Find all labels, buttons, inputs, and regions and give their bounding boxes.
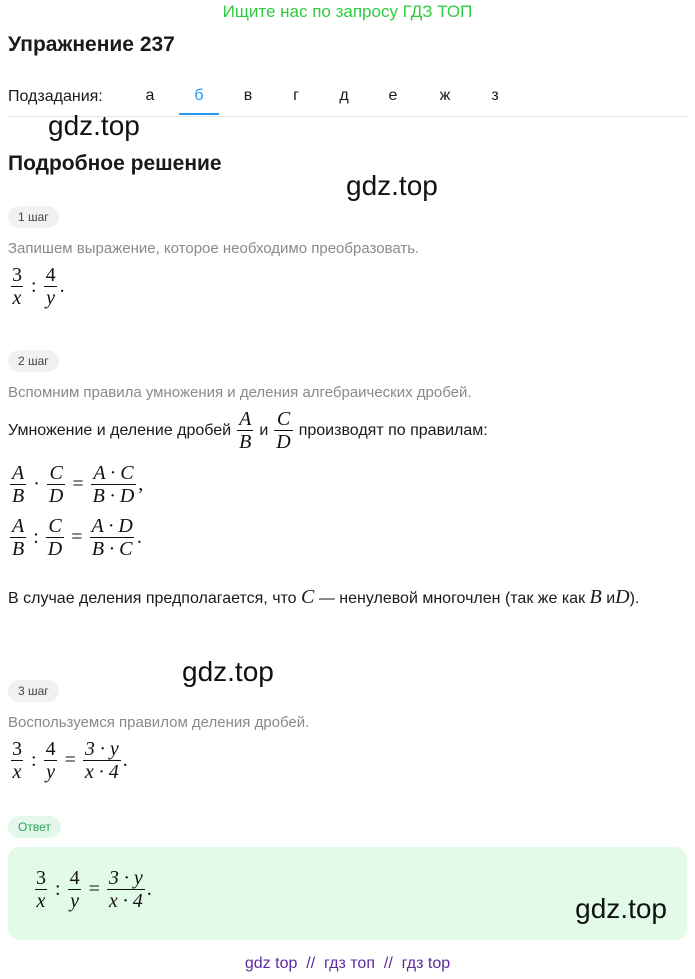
step-badge: 1 шаг [8, 206, 59, 228]
numerator: 4 [45, 738, 56, 760]
step-description: Вспомним правила умножения и деления алгебраических дробей. [8, 384, 472, 401]
division-sign: : [55, 878, 61, 900]
footer-links[interactable]: gdz top // гдз топ // гдз top [244, 955, 451, 972]
variable: C [301, 586, 315, 608]
numerator: A · C [93, 462, 134, 484]
numerator: C [276, 408, 291, 430]
denominator: x · 4 [84, 761, 119, 783]
solution-heading: Подробное решение [8, 152, 222, 175]
step-description: Воспользуемся правилом деления дробей. [8, 714, 310, 731]
division-note [8, 580, 692, 616]
top-banner[interactable]: Ищите нас по запросу ГДЗ ТОП [222, 2, 473, 21]
variable: D [615, 586, 630, 608]
page-title: Упражнение 237 [8, 33, 175, 56]
step-badge: 2 шаг [8, 350, 59, 372]
denominator: x [12, 287, 22, 309]
numerator: A [12, 462, 25, 484]
note-text: и [606, 590, 616, 607]
denominator: y [70, 890, 79, 912]
denominator: x [12, 761, 22, 783]
denominator: B · D [92, 485, 135, 507]
punctuation: , [138, 473, 144, 495]
denominator: y [46, 287, 55, 309]
numerator: C [49, 462, 63, 484]
numerator: A [239, 408, 252, 430]
punctuation: . [59, 275, 65, 297]
denominator: D [47, 538, 63, 560]
tab-zh[interactable]: ж [439, 87, 451, 104]
tab-a[interactable]: а [145, 87, 155, 104]
numerator: 4 [45, 264, 56, 286]
tab-d[interactable]: д [339, 87, 349, 104]
numerator: 3 · y [84, 738, 119, 760]
denominator: y [46, 761, 55, 783]
denominator: B [239, 431, 252, 453]
step-badge: 3 шаг [8, 680, 59, 702]
subtasks-label: Подзадания: [8, 88, 103, 105]
note-text: — ненулевой многочлен (так же как [318, 590, 586, 607]
denominator: D [48, 485, 64, 507]
tab-e[interactable]: е [388, 87, 398, 104]
answer-badge: Ответ [8, 816, 61, 838]
tab-v[interactable]: в [243, 87, 253, 104]
denominator: B [12, 485, 25, 507]
numerator: 3 [36, 867, 46, 889]
answer-box [8, 847, 687, 940]
numerator: 3 [12, 738, 22, 760]
numerator: C [48, 515, 62, 537]
numerator: A · D [91, 515, 133, 537]
numerator: 4 [69, 867, 80, 889]
denominator: B · C [91, 538, 133, 560]
watermark: gdz.top [575, 893, 667, 924]
watermark: gdz.top [182, 656, 274, 687]
variable: B [589, 586, 602, 608]
numerator: 3 [12, 264, 22, 286]
rule-text: и [259, 421, 269, 439]
watermark: gdz.top [346, 170, 438, 201]
rule-text: Умножение и деление дробей [8, 421, 232, 439]
rule-intro [8, 408, 488, 453]
step-description: Запишем выражение, которое необходимо преобразовать. [8, 240, 420, 257]
denominator: x [36, 890, 46, 912]
punctuation: . [122, 749, 128, 771]
denominator: D [276, 431, 291, 453]
note-text: В случае деления предполагается, что [8, 590, 297, 607]
division-rule: $\frac{A}{B}$ : $\frac{C}{D}$ = $\frac{A \cdot D}{B \cdot C}$ . [12, 515, 142, 560]
numerator: A [12, 515, 25, 537]
punctuation: . [146, 878, 152, 900]
multiplication-rule: $\frac{A}{B}$ · $\frac{C}{D}$ = $\frac{A \cdot C}{B \cdot D}$ , [12, 462, 144, 507]
punctuation: . [136, 526, 142, 548]
denominator: x · 4 [108, 890, 143, 912]
answer-expression: $\frac{3}{x}$ : $\frac{4}{y}$ = $\frac{3 \cdot y}{x \cdot 4}$ . [36, 867, 152, 912]
tab-g[interactable]: г [293, 87, 299, 104]
division-sign: : [31, 275, 37, 297]
denominator: B [12, 538, 25, 560]
note-text: ). [629, 590, 640, 607]
division-sign: : [31, 749, 37, 771]
tab-b[interactable]: б [179, 86, 219, 115]
rule-text: производят по правилам: [298, 421, 488, 439]
solution-expression: $\frac{3}{x}$ : $\frac{4}{y}$ = $\frac{3 \cdot y}{x \cdot 4}$ . [12, 738, 128, 783]
numerator: 3 · y [108, 867, 143, 889]
watermark: gdz.top [48, 110, 140, 141]
expression [8, 264, 65, 309]
tab-z[interactable]: з [491, 87, 499, 104]
